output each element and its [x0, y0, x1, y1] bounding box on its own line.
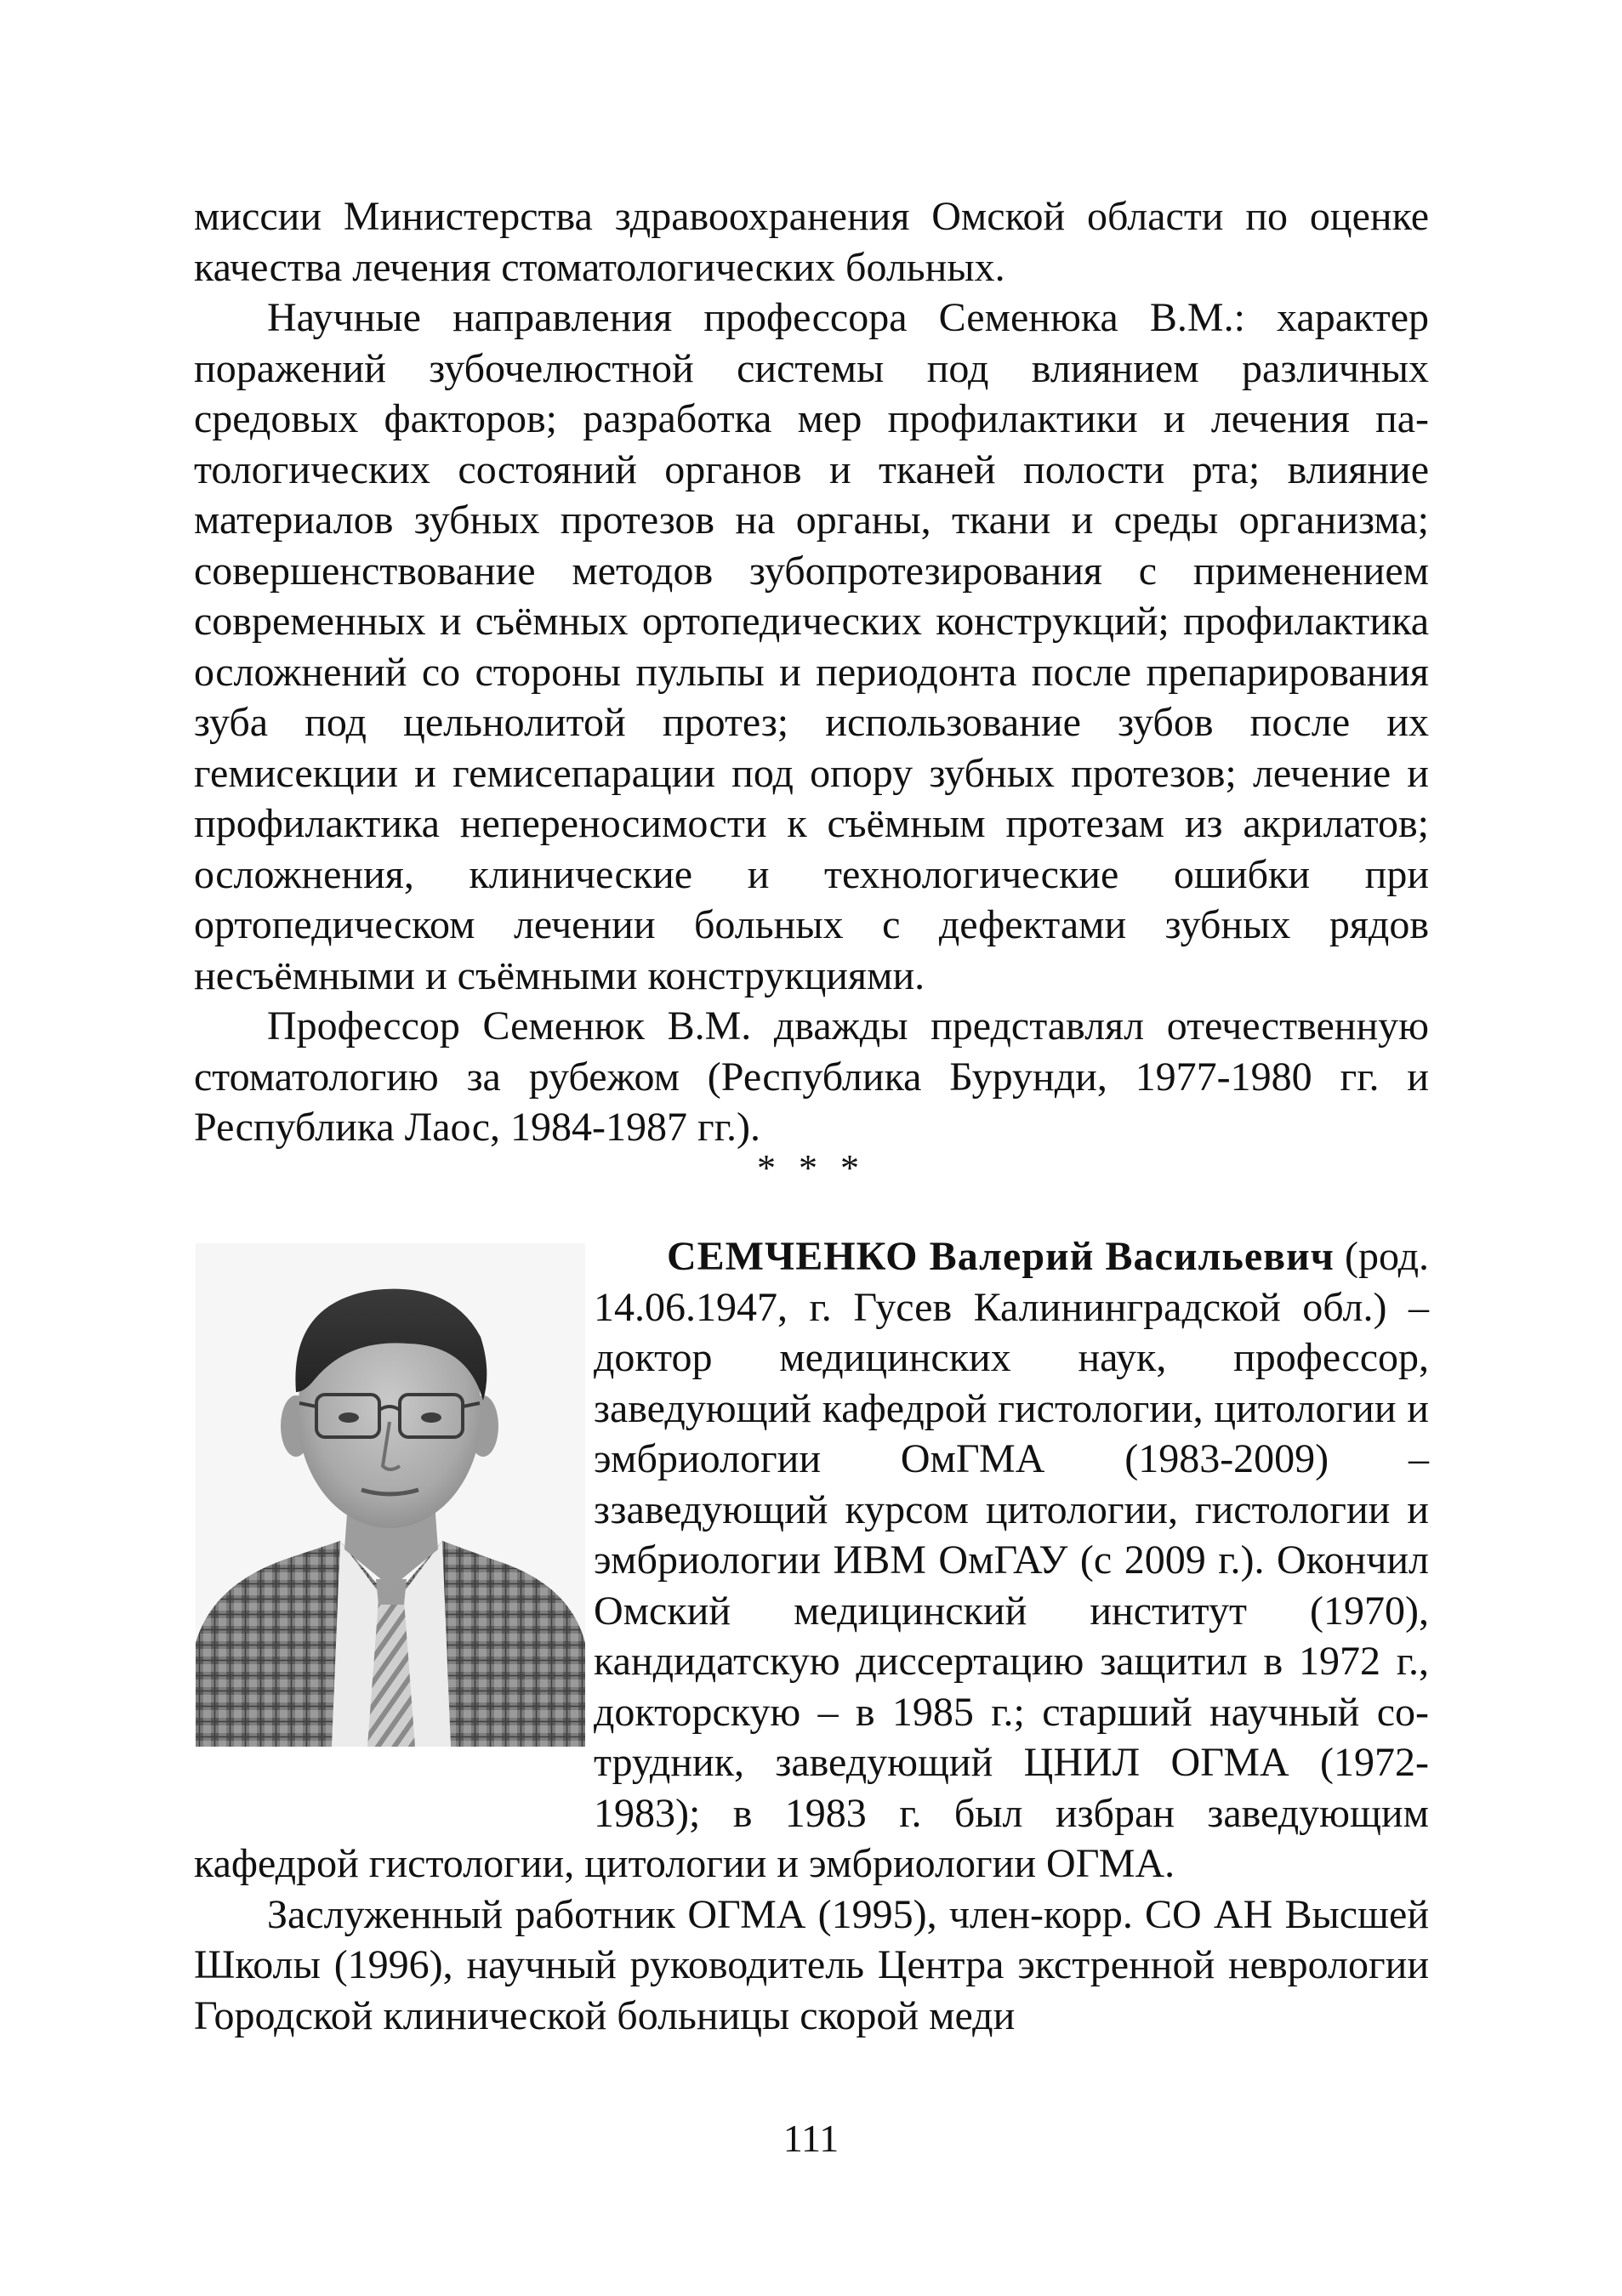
paragraph-continuation: миссии Министерства здравоохранения Омской области по оценке качества лечения стоматологических больных.	[194, 194, 1429, 290]
section-separator: * * *	[757, 1147, 866, 1189]
photo-float-space	[194, 1231, 594, 1789]
bio-text: (род. 14.06.1947, г. Гусев Калининградской обл.) – доктор медицинских наук, профессор, заведующий кафедрой гистологии, цитологии и эмбриологии ОмГМА (1983-2009) – ззаведующий курсом цитологии, гистологии и эмбриологии ИВМ ОмГАУ (с 2009 г.). Окончил Омский медицинский институт (1970), кандидатскую диссертацию защитил в 1972 г., докторскую – в 1985 г.; старший научный сотрудник, заведующий ЦНИЛ ОГМА (1972-1983); в 1983 г. был избран заведующим кафедрой гистологии, цитологии и эмбриологии ОГМА.	[194, 1234, 1430, 1886]
text-block-bio	[194, 1231, 1429, 2041]
paragraph-abroad-service: Профессор Семенюк В.М. дважды представлял отечественную стоматологию за рубежом (Республика Бурунди, 1977-1980 гг. и Республика Лаос, 1984-1987 гг.).	[194, 1003, 1429, 1150]
paragraph-honors: Заслуженный работник ОГМА (1995), член-корр. СО АН Высшей Школы (1996), научный руководитель Центра экстренной неврологии Городской клинической больницы скорой меди	[194, 1891, 1429, 2038]
page-number: 111	[783, 2117, 839, 2160]
bio-name: СЕМЧЕНКО Валерий Васильевич	[667, 1234, 1335, 1279]
paragraph-research-directions: Научные направления профессора Семенюка В.М.: характер поражений зубочелюстной системы под влиянием различных средовых факторов; разработка мер профилактики и лечения патологических состояний органов и тканей полости рта; влияние материалов зубных протезов на органы, ткани и среды организма; совершенствование методов зубопротезирования с применением современных и съёмных ортопедических конструкций; профилактика осложнений со стороны пульпы и периодонта после препарирования зуба под цельнолитой протез; использование зубов после их гемисекции и гемисепарации под опору зубных протезов; лечение и профилактика непереносимости к съёмным протезам из акрилатов; осложнения, клинические и технологические ошибки при ортопедическом лечении больных с дефектами зубных рядов несъёмными и съёмными конструкциями.	[194, 295, 1429, 998]
text-block-top	[194, 191, 1429, 1153]
